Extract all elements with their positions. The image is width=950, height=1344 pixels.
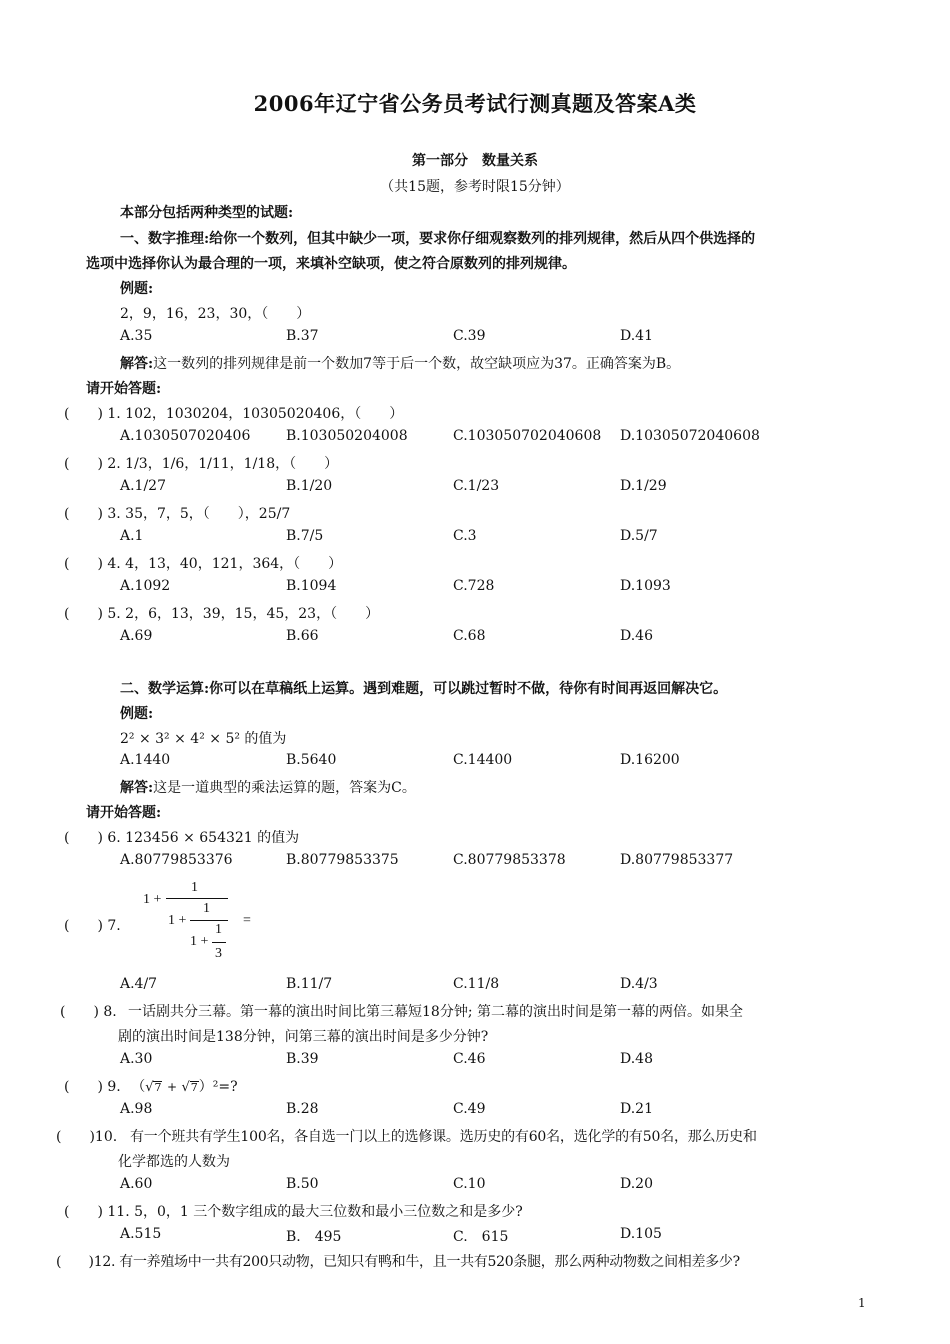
example2-option-d: D.16200 (620, 752, 680, 768)
q8-option-c: C.46 (453, 1051, 486, 1067)
section1-desc-line2: 选项中选择你认为最合理的一项，来填补空缺项，使之符合原数列的排列规律。 (86, 256, 576, 272)
page-number: 1 (858, 1296, 866, 1310)
question-4: ( ) 4. 4，13，40，121，364，（ ） (64, 556, 343, 572)
q3-option-c: C.3 (453, 528, 477, 544)
example2-option-b: B.5640 (286, 752, 337, 768)
question-1: ( ) 1. 102，1030204，10305020406，（ ） (64, 406, 404, 422)
q3-option-a: A.1 (120, 528, 144, 544)
q9-plus: + (166, 1080, 177, 1094)
section2-heading: 二、数学运算: (120, 681, 210, 697)
q7-option-d: D.4/3 (620, 976, 658, 992)
question-9 (64, 1076, 238, 1096)
q7-option-a: A.4/7 (120, 976, 158, 992)
part-note: （共15题，参考时限15分钟） (380, 179, 570, 195)
question-3: ( ) 3. 35，7，5，（ ），25/7 (64, 506, 291, 522)
q11-option-d: D.105 (620, 1226, 662, 1242)
q6-option-c: C.80779853378 (453, 852, 566, 868)
question-5: ( ) 5. 2，6，13，39，15，45，23，（ ） (64, 606, 380, 622)
section2-answer-label: 解答: (120, 780, 154, 796)
question-8-line2: 剧的演出时间是138分钟，问第三幕的演出时间是多少分钟? (118, 1029, 489, 1045)
section2-answer (120, 777, 416, 797)
part-heading: 第一部分 数量关系 (412, 153, 538, 169)
cf-bar-1 (166, 898, 228, 899)
cf-bar-3 (212, 942, 226, 943)
q2-option-a: A.1/27 (120, 478, 166, 494)
q1-option-c: C.103050702040608 (453, 428, 602, 444)
section2-desc: 你可以在草稿纸上运算。遇到难题，可以跳过暂时不做，待你有时间再返回解决它。 (209, 681, 728, 697)
q5-option-a: A.69 (120, 628, 153, 644)
question-10-prefix: ( )10. (56, 1129, 118, 1145)
q11-option-a: A.515 (120, 1226, 162, 1242)
q5-option-d: D.46 (620, 628, 653, 644)
q9-close: ）²=? (198, 1079, 238, 1095)
q2-option-d: D.1/29 (620, 478, 667, 494)
q4-option-a: A.1092 (120, 578, 171, 594)
q7-option-c: C.11/8 (453, 976, 500, 992)
q2-option-c: C.1/23 (453, 478, 500, 494)
cf-bar-2 (190, 920, 228, 921)
section1-start: 请开始答题: (86, 381, 162, 397)
q2-option-b: B.1/20 (286, 478, 333, 494)
q9-option-a: A.98 (120, 1101, 153, 1117)
q5-option-b: B.66 (286, 628, 319, 644)
q10-option-d: D.20 (620, 1176, 653, 1192)
question-8-line1: 一话剧共分三幕。第一幕的演出时间比第三幕短18分钟; 第二幕的演出时间是第一幕的两倍。如果全 (128, 1004, 743, 1020)
question-11: ( ) 11. 5，0，1 三个数字组成的最大三位数和最小三位数之和是多少? (64, 1204, 523, 1220)
section1-answer-text: 这一数列的排列规律是前一个数加7等于后一个数，故空缺项应为37。正确答案为B。 (153, 356, 681, 372)
cf-plus-1: 1 + (143, 892, 162, 907)
intro-text: 本部分包括两种类型的试题: (120, 205, 294, 221)
q3-option-d: D.5/7 (620, 528, 658, 544)
question-12: ( )12. 有一养殖场中一共有200只动物，已知只有鸭和牛，且一共有520条腿，那么两种动物数之间相差多少? (56, 1254, 740, 1270)
q6-option-a: A.80779853376 (120, 852, 233, 868)
q4-option-d: D.1093 (620, 578, 671, 594)
question-8-prefix: ( ) 8. (60, 1004, 117, 1020)
question-2: ( ) 2. 1/3，1/6，1/11，1/18，（ ） (64, 456, 339, 472)
document-title: 2006年辽宁省公务员考试行测真题及答案A类 (253, 91, 697, 116)
cf-denominator-3: 3 (215, 946, 222, 961)
section2-start: 请开始答题: (86, 805, 162, 821)
q9-option-b: B.28 (286, 1101, 319, 1117)
example1-option-c: C.39 (453, 328, 486, 344)
cf-equals: = (243, 913, 251, 928)
q4-option-b: B.1094 (286, 578, 337, 594)
q10-option-a: A.60 (120, 1176, 153, 1192)
section1-answer (120, 353, 680, 373)
q6-option-d: D.80779853377 (620, 852, 734, 868)
q9-option-c: C.49 (453, 1101, 486, 1117)
sqrt-icon: √ (145, 1080, 154, 1095)
q9-option-d: D.21 (620, 1101, 653, 1117)
section2-line (120, 678, 727, 698)
section2-answer-text: 这是一道典型的乘法运算的题，答案为C。 (153, 780, 416, 796)
example2-option-a: A.1440 (120, 752, 171, 768)
q9-radicand-2: 7 (190, 1081, 198, 1094)
q8-option-a: A.30 (120, 1051, 153, 1067)
section1-heading: 一、数字推理: (120, 231, 210, 247)
cf-numerator-2: 1 (203, 901, 210, 916)
section2-example-label: 例题: (120, 706, 154, 722)
q1-option-d: D.10305072040608 (620, 428, 760, 444)
q5-option-c: C.68 (453, 628, 486, 644)
q8-option-d: D.48 (620, 1051, 653, 1067)
cf-plus-2: 1 + (168, 913, 187, 928)
section1-desc-line1 (120, 228, 755, 248)
question-7-prefix: ( ) 7. (64, 918, 121, 934)
q1-option-a: A.1030507020406 (120, 428, 251, 444)
example1-option-b: B.37 (286, 328, 319, 344)
q7-option-b: B.11/7 (286, 976, 333, 992)
section1-example: 2，9，16，23，30，（ ） (120, 306, 311, 322)
section1-desc-text: 给你一个数列，但其中缺少一项，要求你仔细观察数列的排列规律，然后从四个供选择的 (209, 231, 756, 247)
q10-option-c: C.10 (453, 1176, 486, 1192)
q8-option-b: B.39 (286, 1051, 319, 1067)
cf-numerator-3: 1 (215, 922, 222, 937)
cf-numerator-1: 1 (191, 880, 198, 895)
q4-option-c: C.728 (453, 578, 495, 594)
q10-option-b: B.50 (286, 1176, 319, 1192)
q9-radicand-1: 7 (154, 1081, 162, 1094)
section1-answer-label: 解答: (120, 356, 154, 372)
q9-open: （ (131, 1079, 146, 1095)
question-6: ( ) 6. 123456 × 654321 的值为 (64, 830, 300, 846)
example1-option-d: D.41 (620, 328, 653, 344)
example2-option-c: C.14400 (453, 752, 513, 768)
q3-option-b: B.7/5 (286, 528, 324, 544)
section2-example: 2² × 3² × 4² × 5² 的值为 (120, 731, 287, 747)
example1-option-a: A.35 (120, 328, 153, 344)
q11-option-c: C. 615 (453, 1229, 509, 1245)
q9-prefix: ( ) 9. (64, 1079, 121, 1095)
sqrt-icon: √ (181, 1080, 190, 1095)
cf-plus-3: 1 + (190, 934, 209, 949)
question-10-line2: 化学都选的人数为 (118, 1154, 230, 1170)
q11-option-b: B. 495 (286, 1229, 342, 1245)
q1-option-b: B.103050204008 (286, 428, 408, 444)
q6-option-b: B.80779853375 (286, 852, 399, 868)
question-10-line1: 有一个班共有学生100名，各自选一门以上的选修课。选历史的有60名，选化学的有50名，那么历史和 (130, 1129, 757, 1145)
section1-example-label: 例题: (120, 281, 154, 297)
